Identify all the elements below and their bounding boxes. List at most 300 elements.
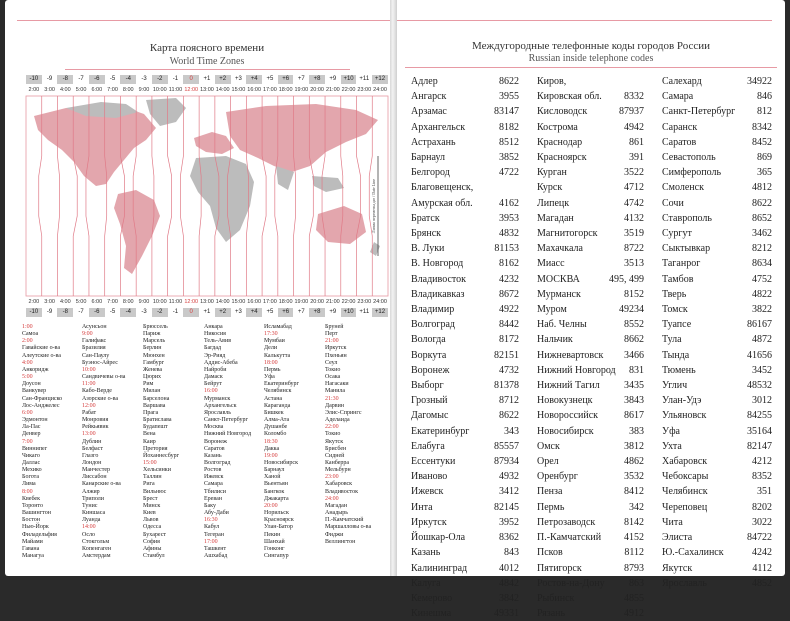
city-name: Елабуга <box>411 440 445 452</box>
city-name: Претория <box>143 445 168 452</box>
phone-code-row <box>662 576 772 591</box>
phone-code: 82151 <box>494 349 519 361</box>
phone-code: 4742 <box>624 197 644 209</box>
phone-codes-column-2 <box>537 74 644 621</box>
phone-code: 3852 <box>499 152 519 164</box>
phone-codes-subtitle: Russian inside telephone codes <box>528 53 654 64</box>
city-name: Дублин <box>82 438 102 445</box>
phone-code-row <box>662 226 772 241</box>
city-name: Лиссабон <box>82 474 107 481</box>
city-name: Асунсьон <box>82 324 107 330</box>
time-label: 16:30 <box>204 517 218 524</box>
phone-code-row <box>411 272 519 287</box>
city-name: Томск <box>662 304 688 316</box>
hour-cell: 12:00 <box>184 87 199 93</box>
city-name: Гавайские о-ва <box>22 345 60 352</box>
phone-code-row <box>537 469 644 484</box>
city-name: Киев <box>143 510 156 517</box>
city-name: Липецк <box>537 197 570 209</box>
zone-offset-cell: 0 <box>183 75 199 84</box>
phone-code-row <box>411 302 519 317</box>
city-name: Екатеринбург <box>264 381 299 388</box>
phone-code: 3532 <box>624 471 644 483</box>
hour-cell: 14:00 <box>215 299 230 305</box>
city-name: Лима <box>22 481 36 488</box>
hour-cell: 20:00 <box>310 87 324 93</box>
city-name: Иваново <box>411 471 448 483</box>
phone-code: 4162 <box>499 197 519 209</box>
city-name: Белгород <box>411 167 450 179</box>
hour-cell: 10:00 <box>152 87 167 93</box>
phone-code-row <box>537 256 644 271</box>
phone-code: 8672 <box>499 288 519 300</box>
hour-cell: 3:00 <box>44 299 55 305</box>
city-name: Варшава <box>143 402 166 409</box>
city-name: Севастополь <box>662 152 716 164</box>
city-name: Иркутск <box>411 516 447 528</box>
city-name: Барнаул <box>264 467 285 474</box>
phone-code-row <box>411 150 519 165</box>
city-name: Чикаго <box>22 452 40 459</box>
city-name: София <box>143 538 160 545</box>
zone-offset-cell: +2 <box>215 308 231 317</box>
city-name: Сургут <box>662 228 692 240</box>
city-name: Якутск <box>325 438 344 445</box>
phone-code: 4132 <box>624 212 644 224</box>
phone-code-row <box>411 332 519 347</box>
city-name: Берлин <box>143 345 162 352</box>
city-name: Исламабад <box>264 324 292 330</box>
city-name: Рим <box>143 381 154 388</box>
zone-offset-cell: -6 <box>89 75 105 84</box>
phone-code: 8622 <box>752 197 772 209</box>
phone-code: 3452 <box>752 364 772 376</box>
city-name: Ханой <box>264 474 281 481</box>
city-name: Анадырь <box>325 510 349 517</box>
city-name: Тверь <box>662 288 687 300</box>
city-name: Ла-Пас <box>22 424 41 431</box>
city-name: Ангарск <box>411 91 447 103</box>
city-name: Хабаровск <box>662 456 708 468</box>
city-name: Тунис <box>82 502 98 509</box>
phone-code: 8152 <box>624 288 644 300</box>
city-name: Нижний Тагил <box>537 380 600 392</box>
title-rule <box>405 67 777 68</box>
time-label: 11:00 <box>82 381 96 388</box>
city-name: Афины <box>143 545 162 552</box>
city-name: Токио <box>325 366 341 373</box>
zone-offset-cell: -2 <box>152 308 168 317</box>
zone-offset-cell: +3 <box>231 75 247 84</box>
city-name: Адлер <box>411 76 438 87</box>
city-name: Глазго <box>82 452 99 459</box>
zone-offset-cell: +4 <box>246 75 262 84</box>
phone-code: 84255 <box>747 410 772 422</box>
phone-code-row <box>537 287 644 302</box>
phone-code: 4722 <box>499 167 519 179</box>
city-name: Тбилиси <box>204 488 227 495</box>
zone-offset-cell: -6 <box>89 308 105 317</box>
phone-code-row <box>537 561 644 576</box>
city-name: Амурская обл. <box>411 197 473 209</box>
city-name: Самара <box>204 481 223 488</box>
phone-code-row <box>411 393 519 408</box>
phone-code: 3519 <box>624 228 644 240</box>
phone-code-row <box>662 120 772 135</box>
phone-code-row <box>411 545 519 560</box>
city-name: Новосибирск <box>537 425 594 437</box>
phone-code: 4812 <box>752 182 772 194</box>
city-name: Осло <box>82 531 95 538</box>
city-name: Ижевск <box>204 474 224 481</box>
city-name: Канберра <box>325 459 350 466</box>
phone-code-row <box>662 317 772 332</box>
city-name: Ухта <box>662 440 682 452</box>
phone-code-row <box>662 196 772 211</box>
phone-code: 4922 <box>499 304 519 316</box>
phone-code: 8412 <box>624 486 644 498</box>
zone-offset-cell: -3 <box>136 75 152 84</box>
city-name: Вологда <box>411 334 446 346</box>
zone-offset-cell: +2 <box>215 75 231 84</box>
city-name: Перт <box>325 331 338 338</box>
city-name: Калуга <box>411 577 441 589</box>
phone-codes-column-3 <box>662 74 772 591</box>
phone-code-row <box>411 469 519 484</box>
hour-cell: 22:00 <box>341 87 356 93</box>
right-page <box>397 0 785 620</box>
city-name: Триполи <box>82 495 104 502</box>
hour-cell: 17:00 <box>263 299 277 305</box>
time-label: 22:00 <box>325 424 339 431</box>
city-name: Ростов-на-Дону <box>537 577 605 589</box>
phone-code: 82145 <box>494 501 519 513</box>
hour-cell: 18:00 <box>278 87 293 93</box>
phone-code-row <box>411 484 519 499</box>
city-name: Копенгаген <box>82 545 112 552</box>
phone-code: 4822 <box>752 288 772 300</box>
city-name: Кинешма <box>411 608 452 620</box>
phone-code: 81378 <box>494 380 519 392</box>
phone-code: 8662 <box>624 334 644 346</box>
phone-code: 4842 <box>499 577 519 589</box>
city-name: Цюрих <box>143 374 162 381</box>
city-name: Бангкок <box>264 488 285 495</box>
city-name: Будапешт <box>143 424 168 431</box>
city-name: Майами <box>22 538 43 545</box>
phone-code-row <box>537 530 644 545</box>
phone-code-row <box>411 89 519 104</box>
hour-cell: 10:00 <box>152 299 167 305</box>
city-name: Сан-Франциско <box>22 395 63 402</box>
city-name: Астана <box>264 395 283 402</box>
city-name: Красноярск <box>264 517 294 524</box>
city-name: Воронеж <box>411 364 450 376</box>
phone-code-row <box>537 196 644 211</box>
hour-cell: 8:00 <box>122 87 134 93</box>
hour-cell: 14:00 <box>215 87 230 93</box>
city-name: Сан-Паулу <box>82 352 110 359</box>
city-name: Минск <box>143 502 161 509</box>
world-time-zone-map <box>26 75 388 322</box>
city-name: Ульяновск <box>662 410 707 422</box>
hour-cell: 21:00 <box>325 87 340 93</box>
phone-code-row <box>411 576 519 591</box>
hour-cell: 15:00 <box>231 87 246 93</box>
phone-code-row <box>411 120 519 135</box>
phone-code: 365 <box>757 167 772 179</box>
city-name: Виннипег <box>22 445 48 452</box>
phone-code-row <box>662 408 772 423</box>
phone-code: 4872 <box>752 334 772 346</box>
city-name: Архангельск <box>204 402 237 409</box>
phone-code-row <box>537 591 644 606</box>
city-name: Тамбов <box>662 273 694 285</box>
zone-offset-cell: +6 <box>278 75 294 84</box>
phone-code-row <box>662 272 772 287</box>
city-name: Тегеран <box>204 531 225 538</box>
city-name: Инта <box>411 501 433 513</box>
city-name: Сочи <box>662 197 684 209</box>
time-label: 19:00 <box>264 452 278 459</box>
city-name: Львов <box>143 517 159 524</box>
city-name: Уфа <box>662 425 680 437</box>
phone-code: 343 <box>504 425 519 437</box>
phone-code: 8652 <box>752 212 772 224</box>
city-name: Дагомыс <box>411 410 449 422</box>
city-name: П.-Камчатский <box>537 532 602 544</box>
phone-code: 391 <box>629 152 644 164</box>
city-name: Вена <box>143 431 156 438</box>
hour-cell: 20:00 <box>310 299 324 305</box>
phone-code-row <box>411 424 519 439</box>
hour-cell: 7:00 <box>107 87 118 93</box>
city-name: Кабул <box>204 524 220 531</box>
phone-code-row <box>662 393 772 408</box>
city-name: Анкара <box>204 324 223 330</box>
time-label: 5:00 <box>22 374 33 381</box>
time-label: 10:00 <box>82 366 96 373</box>
phone-code-row <box>411 211 519 226</box>
phone-code-row <box>411 196 519 211</box>
city-name: Ашхабад <box>204 553 228 559</box>
city-name: Буэнос-Айрес <box>82 359 118 366</box>
phone-code: 8332 <box>624 91 644 103</box>
zone-offset-cell: +1 <box>199 75 215 84</box>
hour-cell: 13:00 <box>200 87 214 93</box>
zone-offset-cell: +11 <box>356 308 372 317</box>
city-name: Элиста <box>662 532 693 544</box>
phone-code-row <box>537 317 644 332</box>
phone-code: 8352 <box>752 471 772 483</box>
phone-code: 82147 <box>747 440 772 452</box>
city-name: Прага <box>143 409 159 416</box>
city-name: Сандвичевы о-ва <box>82 374 126 381</box>
city-name: Мехико <box>22 467 42 474</box>
phone-code: 8622 <box>499 76 519 87</box>
zone-offset-row-bottom <box>26 308 388 317</box>
phone-code: 8712 <box>499 395 519 407</box>
city-name: Магадан <box>325 502 348 509</box>
city-name: Амстердам <box>82 553 111 559</box>
phone-code-row <box>537 439 644 454</box>
zone-offset-cell: -8 <box>57 75 73 84</box>
phone-code: 3513 <box>624 258 644 270</box>
phone-code: 3812 <box>624 440 644 452</box>
city-name: Челябинск <box>662 486 708 498</box>
city-name: Пермь <box>264 366 281 373</box>
phone-code: 351 <box>757 486 772 498</box>
zone-offset-cell: -4 <box>120 308 136 317</box>
city-name: Туапсе <box>662 319 692 331</box>
phone-code: 83147 <box>494 106 519 118</box>
city-name: Астрахань <box>411 136 456 148</box>
city-name: Белфаст <box>82 445 103 452</box>
city-name: Арзамас <box>411 106 447 118</box>
city-name: Марсель <box>143 338 166 345</box>
phone-code: 4932 <box>499 471 519 483</box>
phone-code-row <box>662 332 772 347</box>
hour-cell: 17:00 <box>263 87 277 93</box>
city-name: Рабат <box>82 409 97 416</box>
time-label: 6:00 <box>22 409 33 416</box>
zone-offset-cell: -2 <box>152 75 168 84</box>
phone-code-row <box>537 150 644 165</box>
phone-code-row <box>662 515 772 530</box>
phone-code-row <box>662 530 772 545</box>
phone-code: 87937 <box>619 106 644 118</box>
phone-code-row <box>411 180 519 195</box>
city-name: Ярославль <box>662 577 707 589</box>
city-name: Брест <box>143 495 158 502</box>
time-zones-subtitle: World Time Zones <box>169 56 245 67</box>
city-name: Краснодар <box>537 136 583 148</box>
phone-code-row <box>537 165 644 180</box>
phone-code: 8442 <box>499 319 519 331</box>
phone-code-row <box>411 530 519 545</box>
hour-cell: 21:00 <box>325 299 340 305</box>
city-name: Иркутск <box>325 345 347 352</box>
phone-code: 4912 <box>624 608 644 620</box>
time-label: 16:00 <box>204 388 218 395</box>
city-name: Владимир <box>411 304 455 316</box>
phone-code-row <box>662 545 772 560</box>
phone-code: 4862 <box>624 456 644 468</box>
time-label: 9:00 <box>82 331 93 338</box>
hour-cell: 16:00 <box>247 87 262 93</box>
phone-code: 8142 <box>624 516 644 528</box>
phone-code: 8452 <box>752 136 772 148</box>
phone-code-row <box>411 439 519 454</box>
city-name: Рыбинск <box>537 592 575 604</box>
phone-code: 4712 <box>624 182 644 194</box>
dateline-label: Линия перемены дат / Date Line <box>371 178 376 234</box>
phone-code: 3843 <box>624 395 644 407</box>
hour-cell: 13:00 <box>200 299 214 305</box>
zone-offset-cell: -8 <box>57 308 73 317</box>
city-name: Шанхай <box>264 538 285 545</box>
city-name: Аделаида <box>325 417 350 424</box>
city-name: Новокузнецк <box>537 395 593 407</box>
city-name: Йошкар-Ола <box>411 532 466 544</box>
city-name: Бостон <box>22 517 41 524</box>
hour-cell: 18:00 <box>278 299 293 305</box>
city-name: Курган <box>537 167 567 179</box>
city-name: Барселона <box>143 395 170 402</box>
city-name: Вьентьян <box>264 481 288 488</box>
zone-offset-cell: +9 <box>325 308 341 317</box>
city-name: Пермь <box>537 501 565 513</box>
city-name: Махачкала <box>537 243 583 255</box>
city-name: Тында <box>662 349 690 361</box>
phone-code-row <box>662 439 772 454</box>
city-name: Нью-Йорк <box>22 524 49 531</box>
city-name: Салехард <box>662 76 702 87</box>
city-name: Манила <box>325 388 346 395</box>
phone-code-row <box>662 165 772 180</box>
city-name: Одесса <box>143 524 162 531</box>
phone-code-row <box>537 348 644 363</box>
city-name: Осака <box>325 374 341 381</box>
phone-code-row <box>662 241 772 256</box>
city-name: Ванкувер <box>22 388 47 395</box>
phone-code: 342 <box>629 501 644 513</box>
city-name: Женева <box>143 366 163 373</box>
city-name: Оренбург <box>537 471 578 483</box>
city-name: Абу-Даби <box>204 510 229 517</box>
city-name: Чита <box>662 516 683 528</box>
hour-cell: 19:00 <box>294 87 309 93</box>
hour-cell: 8:00 <box>122 299 134 305</box>
time-zones-title: Карта поясного времени <box>149 42 265 54</box>
hour-cell: 2:00 <box>28 87 40 93</box>
city-name: Норильск <box>264 510 289 517</box>
city-name: Волгоград <box>411 319 456 331</box>
city-name: Дели <box>264 345 278 352</box>
city-name: Бишкек <box>264 409 284 416</box>
city-name: Пекин <box>264 531 281 538</box>
phone-code: 8172 <box>499 334 519 346</box>
city-name: Ташкент <box>204 545 227 552</box>
phone-code: 3412 <box>499 486 519 498</box>
city-name: Киншаса <box>82 510 106 517</box>
city-name: Ессентуки <box>411 456 456 468</box>
phone-code: 4152 <box>624 532 644 544</box>
city-name: Лондон <box>82 459 102 466</box>
city-name: Хельсинки <box>143 467 171 474</box>
hour-cell: 22:00 <box>341 299 356 305</box>
phone-code-row <box>411 74 519 89</box>
city-name: Хабаровск <box>325 481 353 488</box>
city-name: Манагуа <box>22 553 44 559</box>
city-name: Канарские о-ва <box>82 481 121 488</box>
city-name: Азорские о-ва <box>82 395 119 402</box>
phone-code-row <box>411 226 519 241</box>
phone-code-row <box>537 408 644 423</box>
city-name: Дамаск <box>204 374 223 381</box>
phone-code: 4112 <box>752 562 772 574</box>
phone-code-row <box>662 135 772 150</box>
hour-cell: 5:00 <box>75 299 87 305</box>
phone-code: 8362 <box>499 532 519 544</box>
city-name: Благовещенск, <box>411 182 474 194</box>
city-name: Элис-Спрингс <box>325 409 362 416</box>
city-name: Луанда <box>82 517 101 524</box>
zone-offset-cell: +4 <box>246 308 262 317</box>
map-graphic <box>26 96 388 296</box>
phone-code-row <box>411 500 519 515</box>
phone-code: 8182 <box>499 121 519 133</box>
